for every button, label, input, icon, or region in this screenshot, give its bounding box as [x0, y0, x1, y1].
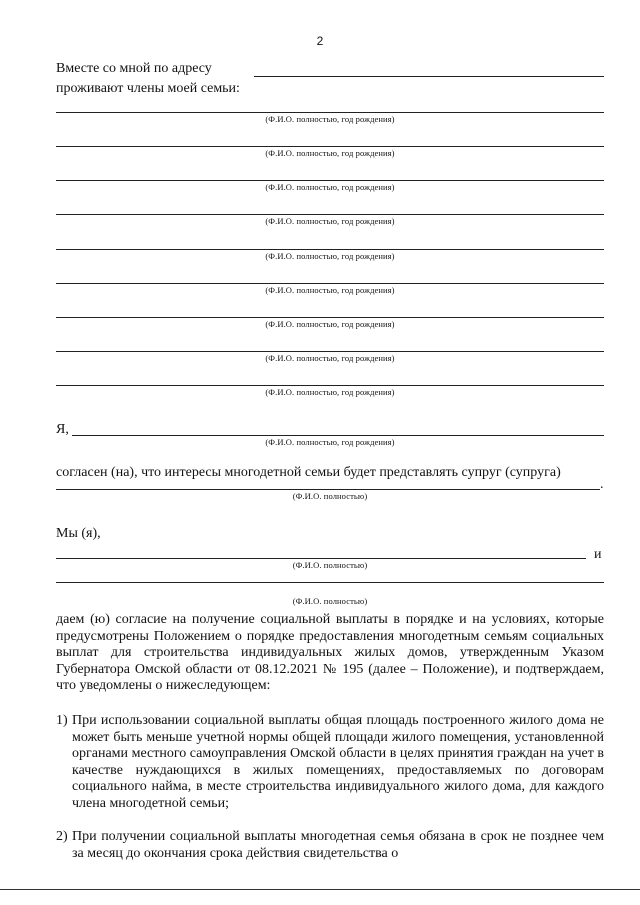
family-member-line-5[interactable]	[56, 249, 604, 250]
spouse-1-line[interactable]	[56, 558, 586, 559]
family-member-line-2[interactable]	[56, 146, 604, 147]
family-member-caption-9: (Ф.И.О. полностью, год рождения)	[265, 387, 395, 397]
representative-line[interactable]	[56, 489, 600, 490]
page-number: 2	[316, 34, 324, 48]
self-caption: (Ф.И.О. полностью, год рождения)	[265, 437, 395, 447]
representative-caption: (Ф.И.О. полностью)	[292, 491, 368, 501]
main-paragraph: даем (ю) согласие на получение социальной выплаты в порядке и на условиях, которые предусмотрены Положением о порядке предоставления многодетным семьям социальных выплат для строительства индивидуальных жилых домов, утвержденным Указом Губернатора Омской области от 08.12.2021 № 195 (далее – Положение), и подтверждаем, что уведомлены о нижеследующем:	[56, 612, 604, 694]
address-input-line[interactable]	[254, 76, 604, 77]
family-member-line-7[interactable]	[56, 317, 604, 318]
item-1-number: 1)	[56, 713, 68, 728]
we-label: Мы (я),	[56, 526, 101, 541]
family-member-caption-8: (Ф.И.О. полностью, год рождения)	[265, 353, 395, 363]
family-member-caption-1: (Ф.И.О. полностью, год рождения)	[265, 114, 395, 124]
family-member-caption-5: (Ф.И.О. полностью, год рождения)	[265, 251, 395, 261]
self-name-line[interactable]	[72, 435, 604, 436]
spouse-1-caption: (Ф.И.О. полностью)	[292, 560, 368, 570]
item-2-text: При получении социальной выплаты многодетная семья обязана в срок не позднее чем за месяц до окончания срока действия свидетельства о	[72, 829, 604, 861]
family-member-line-1[interactable]	[56, 112, 604, 113]
consent-text: согласен (на), что интересы многодетной семьи будет представлять супруг (супруга)	[56, 465, 561, 480]
family-member-line-4[interactable]	[56, 214, 604, 215]
item-2-number: 2)	[56, 829, 68, 844]
self-prefix: Я,	[56, 422, 69, 437]
family-member-line-8[interactable]	[56, 351, 604, 352]
family-member-line-6[interactable]	[56, 283, 604, 284]
address-label: Вместе со мной по адресу	[56, 61, 212, 76]
spouse-2-line[interactable]	[56, 582, 604, 583]
family-member-caption-6: (Ф.И.О. полностью, год рождения)	[265, 285, 395, 295]
and-label: и	[594, 547, 602, 562]
family-label: проживают члены моей семьи:	[56, 81, 240, 96]
footer-rule	[0, 889, 640, 890]
family-member-caption-3: (Ф.И.О. полностью, год рождения)	[265, 182, 395, 192]
trailing-dot: .	[600, 477, 604, 492]
spouse-2-caption: (Ф.И.О. полностью)	[292, 596, 368, 606]
family-member-line-9[interactable]	[56, 385, 604, 386]
family-member-caption-7: (Ф.И.О. полностью, год рождения)	[265, 319, 395, 329]
family-member-caption-4: (Ф.И.О. полностью, год рождения)	[265, 216, 395, 226]
family-member-caption-2: (Ф.И.О. полностью, год рождения)	[265, 148, 395, 158]
family-member-line-3[interactable]	[56, 180, 604, 181]
item-1-text: При использовании социальной выплаты общая площадь построенного жилого дома не может быть меньше учетной нормы общей площади жилого помещения, установленной органами местного самоуправления Омской области в целях принятия граждан на учет в качестве нуждающихся в жилых помещениях, предоставляемых по договорам социального найма, в месте строительства индивидуального жилого дома, для каждого члена многодетной семьи;	[72, 713, 604, 811]
